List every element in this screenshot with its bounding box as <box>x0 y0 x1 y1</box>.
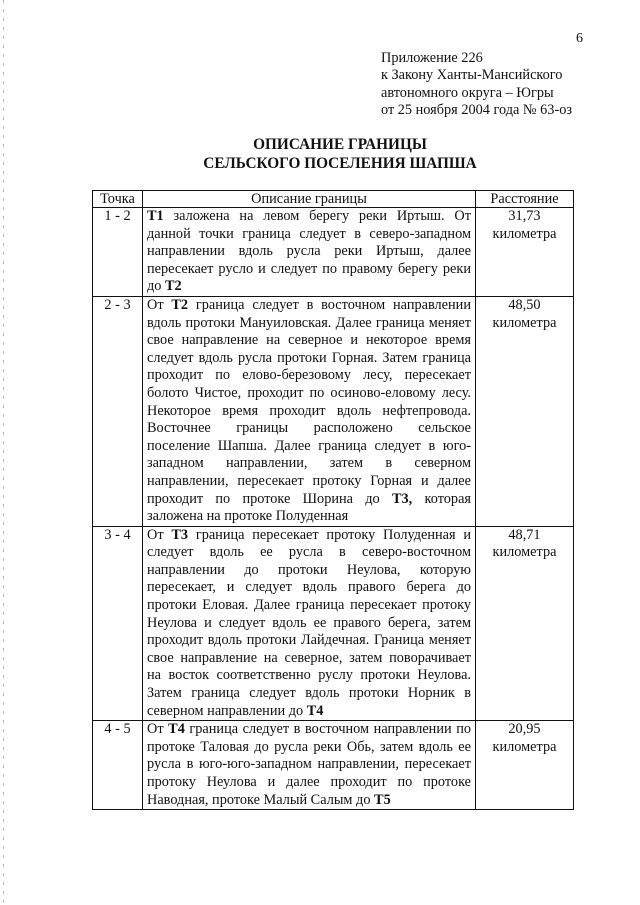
annex-line: к Закону Ханты-Мансийского <box>381 67 563 84</box>
start-point-label: Т1 <box>147 208 164 224</box>
row-description <box>143 208 476 297</box>
row-distance <box>476 296 574 526</box>
distance-unit: километра <box>492 314 557 331</box>
row-point: 4 - 5 <box>93 721 143 810</box>
distance-unit: километра <box>492 544 557 561</box>
annex-line: Приложение 226 <box>381 50 483 66</box>
header-distance: Расстояние <box>476 191 574 208</box>
row-description <box>143 296 476 526</box>
row-point: 1 - 2 <box>93 208 143 297</box>
table-row <box>93 526 574 721</box>
table-row <box>93 721 574 810</box>
row-distance <box>476 526 574 721</box>
document-title <box>90 135 590 173</box>
description-text: граница следует в восточном направлении вдоль протоки Мануиловская. Далее граница меняет свое направление на северное и некоторое время следует вдоль русла протоки Горная. Затем граница проходит по елово-березовому лесу, пересекает болото Чистое, проходит по осиново-еловому лесу. Некоторое время проходит вдоль нефтепровода. Восточнее границы расположено сельское поселение Шапша. Далее граница следует в юго-западном направлении, затем в северном направлении, пересекает протоку Горная и далее проходит по протоке Шорина до <box>147 296 471 507</box>
start-point-label: Т2 <box>171 296 189 313</box>
row-distance <box>476 208 574 297</box>
description-text: граница следует в восточном направлении по протоке Таловая до русла реки Обь, затем вдоль ее русла в юго-юго-западном направлении, пересекает протоку Неулова и далее проходит по протоке Наводная, протоке Малый Салым до <box>147 721 472 808</box>
distance-unit: километра <box>492 738 557 755</box>
row-description <box>143 721 476 810</box>
description-lead: От <box>147 721 169 738</box>
distance-value: 48,50 <box>508 296 541 313</box>
distance-unit: километра <box>492 225 557 242</box>
end-point-label: Т3, <box>391 490 413 507</box>
row-distance <box>476 721 574 810</box>
distance-value: 20,95 <box>508 721 541 738</box>
start-point-label: Т3 <box>171 526 189 543</box>
distance-value: 48,71 <box>508 526 541 543</box>
annex-line: от 25 ноября 2004 года № 63-оз <box>381 101 573 118</box>
end-point-label: Т4 <box>306 702 324 719</box>
start-point-label: Т4 <box>168 721 185 738</box>
annex-line: автономного округа – Югры <box>381 84 554 101</box>
table-row <box>93 296 574 526</box>
row-description <box>143 526 476 721</box>
end-point-label: Т5 <box>374 791 391 808</box>
row-point: 3 - 4 <box>93 526 143 721</box>
title-line: ОПИСАНИЕ ГРАНИЦЫ <box>253 136 427 153</box>
annex-block <box>381 50 572 119</box>
table-row <box>93 208 574 297</box>
description-lead: От <box>147 526 172 543</box>
row-point: 2 - 3 <box>93 296 143 526</box>
table-header-row <box>93 191 574 208</box>
page-number: 6 <box>576 31 583 46</box>
description-text: граница пересекает протоку Полуденная и следует вдоль ее русла в северо-восточном направлении до протоки Неулова, которую пересекает, и следует вдоль правого берега до протоки Еловая. Далее граница пересекает протоку Неулова и следует вдоль ее правого берега, затем проходит вдоль протоки Лайдечная. Граница меняет свое направление на северное, затем поворачивает на восток соответственно руслу протоки Неулова. Затем граница следует вдоль протоки Норник в северном направлении до <box>147 526 471 719</box>
description-text: заложена на левом берегу реки Иртыш. От данной точки граница следует в северо-западном направлении вдоль русла реки Иртыш, далее пересекает русло и следует по правому берегу реки до <box>147 208 471 295</box>
header-description: Описание границы <box>143 191 476 208</box>
title-line: СЕЛЬСКОГО ПОСЕЛЕНИЯ ШАПША <box>203 155 477 172</box>
boundary-table <box>92 190 574 810</box>
end-point-label: Т2 <box>165 278 182 295</box>
description-tail: которая заложена на протоке Полуденная <box>147 490 471 525</box>
scan-edge <box>3 0 4 905</box>
distance-value: 31,73 <box>508 208 541 224</box>
description-lead: От <box>147 296 172 313</box>
header-point: Точка <box>93 191 143 208</box>
